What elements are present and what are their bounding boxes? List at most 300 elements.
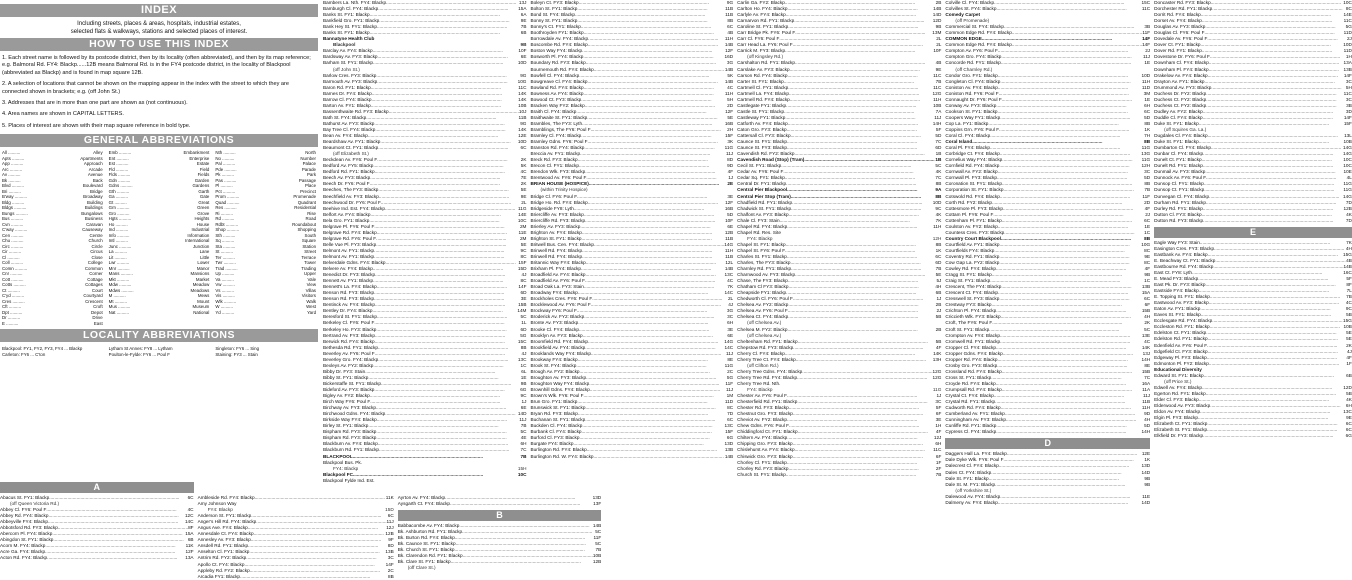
entry-name: Downham Cl. FY4: Blackp (1154, 60, 1209, 66)
entry-map-ref: 4C (727, 84, 734, 90)
entry-name: Blackburn Rd. FY1: Blackp (323, 447, 380, 453)
entry-map-ref: 12J (933, 435, 942, 441)
abbreviation-short: Bus .......... (2, 216, 23, 222)
entry-name: Annesdale Ct. FY4: Blackp (197, 531, 254, 537)
entry-map-ref: 4J (521, 272, 527, 278)
entry-map-ref: 13C (724, 272, 734, 278)
entry-name: Barlow Cres. FY3: Blackp (323, 72, 377, 78)
entry-name: Acre Ga. FY4: Blackp (0, 549, 46, 555)
entry-map-ref: 6E (520, 405, 527, 411)
entry-name: Central Dr. FY1: Blackp (737, 181, 787, 187)
entry-name: Cornwall Pl. FY3: Blackp (945, 175, 997, 181)
entry-name: Eagle Way FY3: Stain (1154, 239, 1200, 245)
entry-name: Bk. Church St. FY1: Blackp (397, 547, 455, 553)
abbreviation-short: No .......... (215, 155, 235, 161)
abbreviation-short: Cl .......... (2, 254, 20, 260)
entry-name: Benedict Dr. FY3: Blackp (323, 272, 376, 278)
entry-name: Bosworth Pl. FY4: Blackp (530, 54, 584, 60)
entry-map-ref: 4H (935, 284, 942, 290)
entry-name: Dalmeny Av. FY4: Blackp (945, 499, 998, 505)
entry-map-ref: 10F (725, 217, 734, 223)
entry-map-ref: 14G (1343, 193, 1352, 199)
abbreviation-short: Sq .......... (215, 238, 235, 244)
entry-leader (788, 314, 935, 320)
abbreviation-short: Bldgs .......... (2, 205, 27, 211)
abbreviation-row (109, 310, 210, 316)
entry-name: Duchess Ct. FY2: Blackp (1154, 102, 1207, 108)
entry-name: Brighton Av. FY4: Blackp (530, 229, 582, 235)
entry-name: Cragg St. FY1: Blackp (945, 272, 992, 278)
abbreviation-full: Lane (199, 249, 210, 255)
entry-map-ref: 12B (724, 229, 734, 235)
abbreviation-short: Bk .......... (2, 177, 21, 183)
entry-name: Carslake Av. FY3: Blackp (737, 66, 790, 72)
general-abbreviations-banner: GENERAL ABBREVIATIONS (0, 134, 318, 147)
entry-name: Brentwood Av. FY6: Poul F (530, 175, 587, 181)
entry-map-ref: 10G (1141, 241, 1151, 247)
entry-map-ref: 9E (935, 66, 942, 72)
abbreviation-short: Rd .......... (215, 216, 235, 222)
entry-name: Dalecrest Cl. FY4: Blackp (945, 463, 999, 469)
entry-name: Edward St. FY1: Blackp (1154, 372, 1204, 378)
entry-map-ref: 12B (385, 531, 394, 537)
entry-name: (off Kingsley Rd.) (747, 54, 784, 60)
entry-map-ref: 5D (935, 133, 942, 139)
entry-map-ref: 10B (933, 102, 942, 108)
entry-name: Birley St. FY1: Blackp (323, 423, 369, 429)
entry-map-ref: 13F (593, 501, 602, 507)
entry-name: (off Price St.) (1164, 378, 1192, 384)
abbreviation-full: Tower (304, 260, 317, 266)
entry-name: Bedford Av. FY5: Blackp (323, 163, 374, 169)
abbreviation-short: St .......... (215, 249, 233, 255)
entry-map-ref: 8B (1144, 181, 1151, 187)
entry-map-ref: 11C (1343, 18, 1352, 24)
entry-map-ref: 5C (520, 429, 527, 435)
entry-map-ref: 11J (725, 350, 734, 356)
entry-map-ref: 11J (725, 151, 734, 157)
entry-name: Annesley Av. FY3: Blackp (197, 537, 251, 543)
abbreviation-full: South (304, 232, 317, 238)
abbreviation-short: Blvd .......... (2, 183, 24, 189)
entry-map-ref: 7B (935, 78, 942, 84)
entry-map-ref: 7B (520, 423, 527, 429)
entry-name: Ambleside Rd. FY4: Blackp (197, 495, 255, 500)
entry-map-ref: 10B (1343, 324, 1352, 330)
entry-map-ref: 9E (520, 18, 527, 24)
index-entry (945, 500, 1150, 506)
entry-map-ref: 6H (935, 441, 942, 447)
entry-map-ref: 6L (521, 368, 527, 374)
entry-map-ref: 8B (388, 573, 394, 579)
entry-name: Dunnock Av. FY6: Poul F (1154, 175, 1207, 181)
abbreviation-full: Grove (197, 210, 210, 216)
entry-name: Birchway Av. FY3: Blackp (323, 405, 376, 411)
entry-name: Castleway FY1: Blackp (737, 114, 786, 120)
entry-map-ref: 13C (724, 423, 734, 429)
entry-map-ref: 1B (935, 157, 942, 163)
entry-name: Charles, The FY3: Blackp (737, 260, 791, 266)
entry-map-ref: 11K (385, 495, 394, 500)
entry-map-ref: 11B (725, 12, 734, 18)
entry-name: Crossland Rd. FY4: Blackp (945, 368, 1002, 374)
entry-map-ref: 6G (1345, 433, 1352, 439)
entry-name: FY4: Blackp (207, 507, 233, 513)
entry-map-ref: 6E (727, 332, 734, 338)
entry-map-ref: 8C (520, 278, 527, 284)
entry-map-ref: 11J (1142, 393, 1151, 399)
abbreviation-full: West (306, 304, 317, 310)
entry-map-ref: 9G (520, 120, 527, 126)
entry-name: Carlyle Av. FY4: Blackp (737, 12, 786, 18)
entry-map-ref: 14B (724, 266, 734, 272)
entry-map-ref: 9E (520, 193, 527, 199)
entry-name: Cherry Tree Ct. FY4: Blackp (737, 356, 796, 362)
entry-name: Cromwell Rd. FY1: Blackp (945, 338, 1001, 344)
entry-name: Chelsea Ct. FY4: Blackp (737, 314, 789, 320)
entry-name: Dunelt Ct. FY1: Blackp (1154, 157, 1202, 163)
index-entry (1154, 433, 1352, 439)
entry-map-ref: 8B (1144, 235, 1151, 241)
entry-map-ref: 9D (727, 163, 734, 169)
entry-map-ref: 4H (1144, 417, 1151, 423)
entry-map-ref: 10E (1343, 169, 1352, 175)
entry-name: Bennett Av. FY1: Blackp (323, 278, 374, 284)
intro-line-2: selected flats & walkways, stations and selected places of interest. (70, 29, 248, 35)
entry-name: Coniston Rd. FY6: Poul F (945, 90, 999, 96)
entry-map-ref: 12H (1141, 163, 1151, 169)
entry-name: Edelston Rd. FY1: Blackp (1154, 336, 1208, 342)
entry-name: Beverley Gro. FY4: Blackp (323, 356, 379, 362)
abbreviation-full: Boulevard (82, 183, 103, 189)
entry-map-ref: 6F (1144, 302, 1151, 308)
entry-name: Burlington Rd. W. FY4: Blackp (530, 453, 594, 459)
entry-name: Chelsea Av. FY6: Poul F (737, 308, 788, 314)
abbreviation-short: Gth .......... (108, 188, 130, 194)
locality-item: Poulton-le-Fylde: FY6 ... Poul F (108, 351, 170, 357)
entry-map-ref: 9C (520, 393, 527, 399)
locality-abbreviations-banner: LOCALITY ABBREVIATIONS (0, 329, 318, 342)
abbreviation-short: Cres .......... (2, 298, 25, 304)
entry-name: Braithwaite St. FY1: Blackp (530, 114, 588, 120)
abbreviation-full: East (93, 320, 103, 326)
abbreviation-full: Building (87, 199, 103, 205)
entry-map-ref: 13H (932, 356, 942, 362)
entry-map-ref: 1E (520, 374, 527, 380)
entry-map-ref: 7B (520, 24, 527, 30)
entry-map-ref: 11G (1343, 187, 1352, 193)
entry-map-ref: 5G (1345, 24, 1352, 30)
entry-map-ref: 15H (517, 465, 527, 471)
entry-map-ref: 11J (386, 519, 394, 525)
entry-name: Beechfield Av. FY3: Blackp (323, 193, 379, 199)
abbreviation-short: Flds .......... (108, 172, 131, 178)
entry-map-ref: 2K (520, 157, 527, 163)
entry-name: Carlin Ga. FY2: Blackp (737, 0, 785, 5)
abbreviation-full: Parade (301, 166, 317, 172)
entry-name: Apollo Ct. FY4: Blackp (197, 561, 245, 567)
entry-map-ref: 14C (724, 290, 734, 296)
entry-name: Berkeley Cl. FY6: Poul F (323, 320, 375, 326)
index-entry (945, 429, 1150, 435)
entry-name: FY4: Blackp (747, 387, 773, 392)
abbreviation-full: Garth (198, 188, 210, 194)
entry-map-ref: 6C (935, 253, 942, 259)
entry-name: Castlegate FY1: Blackp (737, 102, 787, 108)
entry-name: Educational Diversity (1154, 366, 1202, 372)
entry-name: Bennett's La. FY4: Blackp (323, 284, 377, 290)
abbreviation-full: Junction (192, 243, 210, 249)
entry-name: Bispham Rd. FY3: Blackp (323, 429, 377, 435)
entry-map-ref: 11G (724, 362, 734, 368)
abbreviation-row (215, 310, 316, 316)
entry-name: Edelston Ct. FY1: Blackp (1154, 330, 1207, 336)
abbreviation-full: Business (84, 216, 103, 222)
entry-map-ref: 3E (935, 417, 942, 423)
entry-name: Boleyn Ct. FY3: Blackp (530, 0, 579, 5)
entry-name: Catforth Av. FY4: Blackp (737, 120, 788, 126)
abbreviation-full: Avenue (87, 172, 103, 178)
entry-name: E. Mead FY3: Blackp (1154, 276, 1199, 282)
entry-name: (off Elizabeth St.) (333, 151, 369, 157)
entry-leader (995, 482, 1144, 488)
abbreviation-full: Great (198, 199, 210, 205)
entry-name: Brendon Wlk. FY3: Blackp (530, 169, 586, 175)
entry-map-ref: 9C (1345, 306, 1352, 312)
entry-name: Buchanan St. FY1: Blackp (530, 417, 586, 423)
entry-map-ref: 8C (1144, 260, 1151, 266)
entry-map-ref: 12F (725, 48, 734, 54)
abbreviation-short: Apts .......... (2, 155, 25, 161)
entry-map-ref: 4E (520, 435, 527, 441)
entry-name: Crescent, The FY4: Blackp (945, 284, 1002, 290)
entry-name: Brinwell Rd. FY4: Blackp (530, 247, 583, 253)
abbreviation-short: Lwr .......... (108, 260, 130, 266)
abbreviation-full: Enterprise (189, 155, 210, 161)
entry-map-ref: 13A (1343, 60, 1352, 66)
entry-map-ref: 11K (185, 543, 194, 549)
entry-name: Bournemouth Rd. FY4: Blackp (530, 66, 594, 72)
entry-map-ref: 4B (1346, 257, 1352, 263)
entry-map-ref: 7C (520, 447, 527, 453)
entry-map-ref: 14K (933, 350, 942, 356)
abbreviation-short: Cotts .......... (2, 282, 26, 288)
entry-map-ref: 11C (933, 84, 942, 90)
index-entry (530, 454, 733, 460)
abbreviation-short: Comn .......... (2, 265, 28, 271)
entry-name: Dutton Rd. FY3: Blackp (1154, 217, 1204, 223)
abbreviation-short: Ho .......... (108, 221, 128, 227)
entry-map-ref: 13J (518, 0, 527, 5)
entry-name: Dunbar Cl. FY4: Blackp (1154, 151, 1204, 157)
abbreviation-short: Hgts .......... (108, 216, 132, 222)
entry-name: Crosby Gro. FY3: Blackp (945, 362, 998, 368)
abbreviation-full: Mansions (190, 271, 210, 277)
entry-name: Ecclesgate Rd. FY4: Blackp (1154, 318, 1213, 324)
entry-map-ref: 8C (520, 253, 527, 259)
entry-map-ref: 4C (1345, 300, 1352, 306)
entry-name: Cross St. FY1: Blackp (945, 374, 992, 380)
abbreviation-full: Cottages (85, 282, 103, 288)
entry-name: Borrowdale Av. FY4: Blackp (530, 36, 589, 42)
entry-name: Colville Cl. FY4: Blackp (945, 0, 995, 5)
entry-name: Castle St. FY1: Blackp (737, 108, 785, 114)
letter-a-header: A (0, 482, 194, 493)
entry-name: Durham Rd. FY1: Blackp (1154, 199, 1206, 205)
entry-name: Chapel Rd. FY4: Blackp (737, 223, 788, 229)
entry-map-ref: 1E (1144, 96, 1151, 102)
entry-name: Cornwall Av. FY2: Blackp (945, 169, 998, 175)
entry-name: Chew Gdns. FY6: Poul F (737, 423, 790, 429)
entry-name: Bardsway Av. FY3: Blackp (323, 54, 378, 60)
entry-name: Craig St. FY1: Blackp (945, 278, 991, 284)
entry-map-ref: 13C (517, 356, 527, 362)
entry-name: Cavendish Rd. FY2: Blackp (737, 151, 795, 157)
entry-name: Chapel St. FY1: Blackp (737, 241, 786, 247)
entry-map-ref: 12D (1343, 384, 1352, 390)
entry-name: Cavendish Road (Stop) (Tram) (737, 157, 805, 163)
entry-map-ref: 10C (517, 471, 527, 477)
entry-map-ref: 5D (1144, 423, 1151, 429)
entry-map-ref: 10C (1343, 163, 1352, 169)
entry-map-ref: 14K (518, 90, 527, 96)
entry-map-ref: 5D (727, 211, 734, 217)
entry-map-ref: 13C (1343, 409, 1352, 415)
abbreviation-short: Vw .......... (215, 282, 235, 288)
abbreviation-full: Common (84, 265, 103, 271)
entry-name: Abercorn Pl. FY4: Blackp (0, 531, 53, 537)
entry-name: Church St. FY1: Blackp (737, 471, 786, 477)
entry-map-ref: 10C (517, 217, 527, 223)
abbreviation-full: Circle (91, 243, 103, 249)
entry-name: Bk. Clarendon Rd. FY1: Blackp (397, 553, 463, 559)
locality-item: Carleton: FY6 ... C'ton (2, 351, 46, 357)
entry-name: Crystal Rd. FY1: Blackp (945, 399, 996, 405)
entry-name: Brun Gro. FY1: Blackp (530, 399, 578, 405)
entry-map-ref: 14E (518, 211, 527, 217)
entry-map-ref: 3C (387, 555, 394, 561)
entry-name: (off John St.) (333, 66, 360, 72)
entry-name: BLACKPOOL (323, 453, 353, 459)
entry-map-ref: 11D (1141, 84, 1151, 90)
entry-map-ref: 7B (935, 471, 942, 477)
entry-name: Burford Cl. FY3: Blackp (530, 435, 580, 441)
entry-map-ref: 11D (1343, 30, 1352, 36)
entry-map-ref: 10C (1343, 157, 1352, 163)
entry-name: Cottenham Pl. FY1: Blackp (945, 217, 1002, 223)
entry-name: Common Edge Rd. FY4: Blackp (945, 30, 1012, 36)
abbreviation-short: Wlk .......... (215, 298, 237, 304)
entry-name: Corbridge Ct. FY4: Blackp (945, 151, 1000, 157)
entry-name: Boothroyden FY1: Blackp (530, 30, 584, 36)
entry-name: Charles St. FY1: Blackp (737, 253, 787, 259)
entry-map-ref: 15G (1343, 318, 1352, 324)
entry-map-ref: 14B (592, 523, 602, 529)
entry-map-ref: 11J (934, 114, 942, 120)
entry-name: East Pk. Dr. FY3: Blackp (1154, 282, 1206, 288)
entry-map-ref: 14F (1142, 36, 1151, 42)
entry-name: Abbeyville FY4: Blackp (0, 519, 48, 525)
entry-map-ref: 10F (933, 48, 942, 54)
how-paragraph-1: 1. Each street name is followed by its postcode district, then by its locality (often abbreviated), and then by its map reference; e.g. Balmoral Rd. FY4: Blackp......12B means Balmoral Rd. is in the FY4 postcode district, in the locality of Blackpool (abbreviated as Blackp) and is found in map square 12B. (2, 55, 311, 76)
entry-map-ref: 6H (727, 320, 734, 326)
abbreviation-full: Museum (192, 304, 210, 310)
entry-name: Cornfield Rd. FY4: Blackp (945, 163, 1000, 169)
entry-name: (within Trinity Hospice) (540, 187, 588, 193)
abbreviation-short: Mt .......... (108, 298, 127, 304)
how-paragraph-3: 3. Addresses that are in more than one part are shown as (not continuous). (2, 100, 188, 107)
entry-map-ref: 7B (1144, 187, 1151, 193)
entry-name: Cottam Pl. FY6: Poul F (945, 211, 994, 217)
entry-name: Bowgreave Cl. FY4: Blackp (530, 78, 588, 84)
entry-name: Brooklands Way FY4: Blackp (530, 350, 591, 356)
index-entry (1154, 218, 1352, 224)
entry-map-ref: 1B (935, 151, 942, 157)
how-to-use-banner: HOW TO USE THIS INDEX (0, 38, 318, 51)
entry-map-ref: 3G (726, 308, 734, 314)
abbreviation-short: Cnr .......... (2, 271, 23, 277)
entry-name: Bexleys Av. FY2: Blackp (323, 362, 374, 368)
abbreviation-full: Causeway (82, 227, 103, 233)
entry-name: Breck Rd. FY3: Blackp (530, 157, 578, 163)
abbreviation-full: Promenade (293, 194, 317, 200)
entry-name: Compton Av. FY6: Poul F (945, 48, 998, 54)
entry-name: Edgeway Pl. FY3: Blackp (1154, 354, 1207, 360)
entry-name: Dunvegan Cl. FY4: Blackp (1154, 193, 1210, 199)
entry-map-ref: 5C (520, 314, 527, 320)
entry-map-ref: 6B (520, 30, 527, 36)
how-paragraph-4: 4. Area names are shown in CAPITAL LETTERS. (2, 111, 124, 118)
entry-map-ref: 6F (935, 453, 942, 459)
entry-name: Buckden Cl. FY4: Blackp (530, 423, 583, 429)
abbreviation-full: House (196, 221, 210, 227)
entry-name: Bassenthwaite Rd. FY3: Blackp (323, 108, 389, 114)
entry-map-ref: 5G (726, 374, 734, 380)
abbreviation-full: Number (300, 155, 317, 161)
entry-map-ref: 5E (1346, 330, 1352, 336)
entry-map-ref: 13D (724, 441, 734, 447)
entry-map-ref: 4F (935, 429, 942, 435)
letter-e-header: E (1154, 227, 1352, 238)
entry-name: Brooklyn Av. FY3: Blackp (530, 332, 583, 338)
entry-name: Eccleston Rd. FY1: Blackp (1154, 324, 1210, 330)
entry-map-ref: 3K (727, 139, 734, 145)
entry-map-ref: 9C (520, 247, 527, 253)
entry-map-ref: 11G (1141, 145, 1151, 151)
entry-name: Chester Rd. FY3: Blackp (737, 405, 789, 411)
entry-leader (796, 357, 933, 363)
entry-name: Eastbank Av. FY4: Blackp (1154, 251, 1208, 257)
entry-map-ref: 1J (936, 393, 942, 399)
entry-name: Commercial St. FY4: Blackp (945, 24, 1005, 30)
entry-map-ref: 4F (727, 169, 734, 175)
entry-name: Broomfield Rd. FY4: Blackp (530, 338, 589, 344)
entry-map-ref: 14D (932, 12, 942, 18)
abbreviation-full: Buildings (84, 205, 103, 211)
entry-map-ref: 1E (1144, 60, 1151, 66)
entry-map-ref: 3C (1144, 169, 1151, 175)
entry-map-ref: 14F (1343, 72, 1352, 78)
entry-name: Britwell Bus. Cen. FY4: Blackp (530, 241, 595, 247)
abbreviation-short: Ct .......... (2, 287, 20, 293)
abbreviation-full: Yard (307, 309, 317, 315)
abbreviation-full: Circus (90, 249, 103, 255)
abbreviation-full: Meadows (190, 287, 210, 293)
entry-map-ref: 6E (520, 54, 527, 60)
entry-name: Countess Cres. FY3: Blackp (945, 229, 1005, 235)
entry-name: (off Chelsea Av.) (747, 320, 782, 326)
entry-map-ref: 5E (520, 241, 527, 247)
